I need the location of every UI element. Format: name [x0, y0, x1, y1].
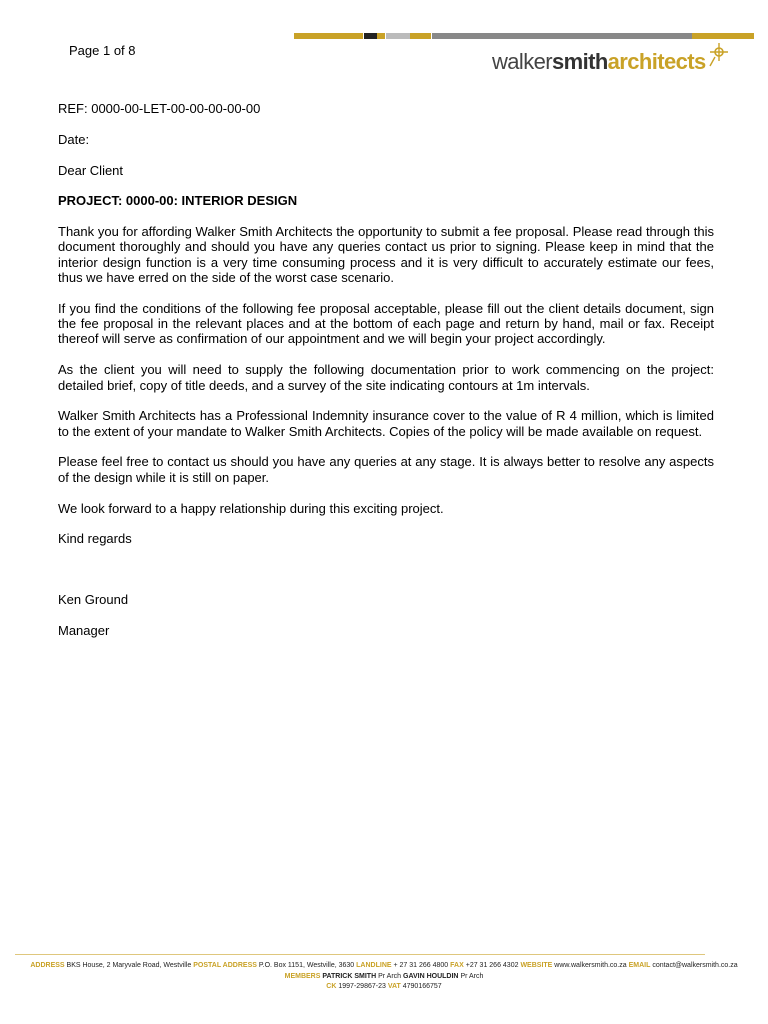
- footer-fax: +27 31 266 4302: [465, 962, 519, 969]
- reference-line: REF: 0000-00-LET-00-00-00-00-00: [58, 101, 261, 116]
- footer-landline-label: LANDLINE: [356, 962, 392, 969]
- footer-postal-label: POSTAL ADDRESS: [193, 962, 257, 969]
- footer-email-label: EMAIL: [628, 962, 651, 969]
- bar-segment-gold-2: [377, 33, 385, 39]
- paragraph-documentation: As the client you will need to supply the following documentation prior to work commencing on the project: detailed brief, copy of title deeds, and a survey of the site indicating contours at 1m intervals.: [58, 362, 714, 393]
- footer-website-label: WEBSITE: [520, 962, 553, 969]
- footer-landline: + 27 31 266 4800: [393, 962, 449, 969]
- footer-ck-label: CK: [326, 983, 337, 990]
- footer-member2-name: GAVIN HOULDIN: [403, 972, 459, 980]
- project-subject: PROJECT: 0000-00: INTERIOR DESIGN: [58, 193, 298, 209]
- page-number: Page 1 of 8: [69, 43, 136, 58]
- closing: Kind regards: [58, 531, 132, 547]
- footer-vat-label: VAT: [387, 983, 401, 990]
- footer-member1-title: Pr Arch: [378, 972, 402, 980]
- footer-registration-line: [0, 982, 768, 993]
- header-color-bar: [0, 33, 768, 39]
- bar-segment-dark-1: [364, 33, 377, 39]
- footer-contact-line: [0, 961, 768, 972]
- signature-space: [58, 562, 714, 592]
- footer-members-line: [0, 972, 768, 983]
- bar-segment-light-grey: [386, 33, 410, 39]
- footer-divider: [15, 954, 705, 955]
- footer-postal: P.O. Box 1151, Westville, 3630: [258, 962, 355, 969]
- date-line: Date:: [58, 131, 90, 147]
- footer-address: BKS House, 2 Maryvale Road, Westville: [66, 962, 192, 969]
- bar-segment-gold-4: [692, 33, 754, 39]
- footer-website[interactable]: www.walkersmith.co.za: [554, 962, 627, 969]
- footer-ck: 1997-29867-23: [338, 983, 386, 990]
- logo-compass-icon: [706, 42, 730, 68]
- footer-vat: 4790166757: [402, 983, 442, 990]
- bar-segment-gold-1: [294, 33, 363, 39]
- footer-member1-name: PATRICK SMITH: [322, 972, 377, 980]
- footer-members-label: MEMBERS: [284, 972, 321, 980]
- logo-part-architects: architects: [607, 49, 706, 74]
- footer-member2-title: Pr Arch: [460, 972, 484, 980]
- logo-part-walker: walker: [492, 49, 552, 74]
- paragraph-intro: Thank you for affording Walker Smith Architects the opportunity to submit a fee proposal. Please read through this document thoroughly and should you have any queries contact us prior to signing. Please keep in mind that the interior design function is a very time consuming process and it is very difficult to accurately estimate our fees, thus we have erred on the side of the worst case scenario.: [58, 224, 714, 286]
- paragraph-acceptance: If you find the conditions of the following fee proposal acceptable, please fill out the client details document, sign the fee proposal in the relevant places and at the bottom of each page and return by hand, mail or fax. Receipt thereof will serve as confirmation of our appointment and we will begin your project accordingly.: [58, 300, 714, 347]
- footer: [0, 961, 768, 993]
- letter-body: [58, 101, 714, 654]
- footer-fax-label: FAX: [450, 962, 464, 969]
- bar-segment-gold-3: [410, 33, 431, 39]
- paragraph-closing-remark: We look forward to a happy relationship during this exciting project.: [58, 500, 444, 516]
- footer-address-label: ADDRESS: [30, 962, 65, 969]
- salutation: Dear Client: [58, 162, 124, 178]
- signatory-name: Ken Ground: [58, 592, 129, 608]
- signatory-title: Manager: [58, 622, 110, 638]
- footer-email[interactable]: contact@walkersmith.co.za: [652, 962, 738, 969]
- company-logo: [492, 48, 706, 76]
- paragraph-insurance: Walker Smith Architects has a Professional Indemnity insurance cover to the value of R 4 million, which is limited to the extent of your mandate to Walker Smith Architects. Copies of the policy will be made available on request.: [58, 408, 714, 439]
- logo-part-smith: smith: [551, 49, 608, 74]
- paragraph-contact: Please feel free to contact us should you have any queries at any stage. It is always better to resolve any aspects of the design while it is still on paper.: [58, 454, 714, 485]
- bar-segment-grey: [432, 33, 692, 39]
